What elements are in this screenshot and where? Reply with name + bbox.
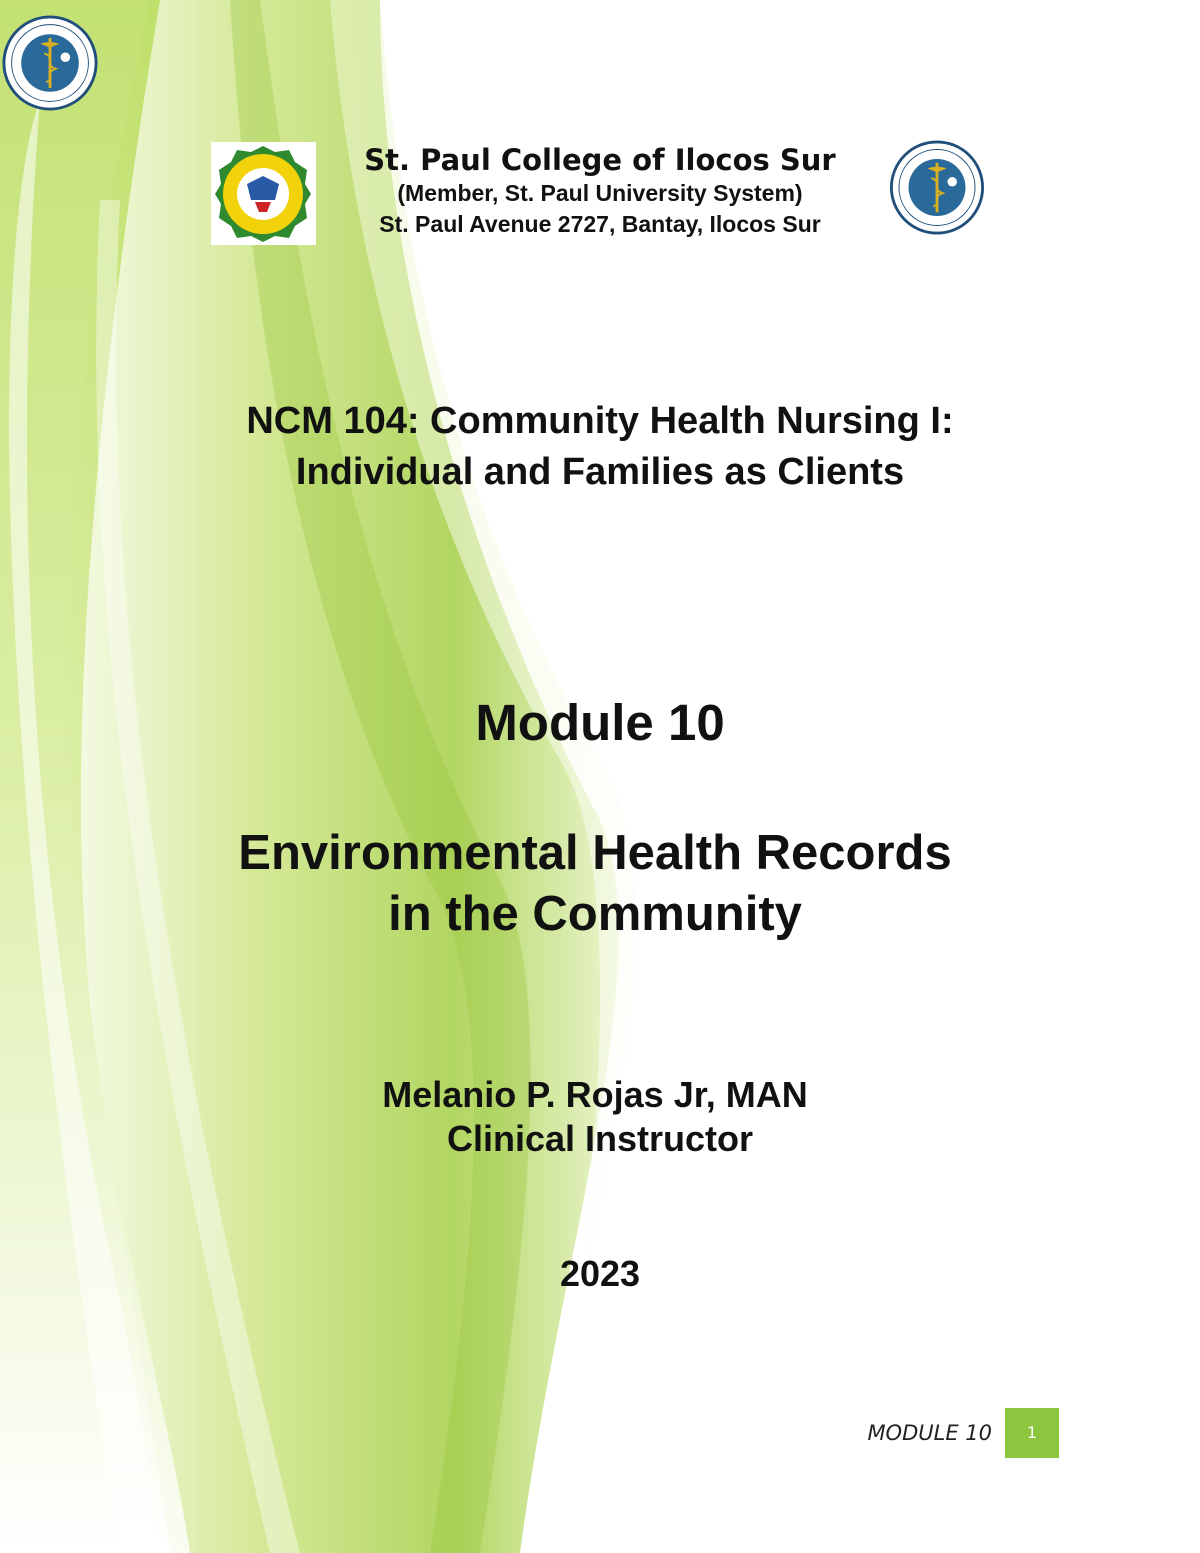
- footer-module-label: MODULE 10: [867, 1421, 992, 1445]
- module-title: [120, 823, 1070, 945]
- course-title-line-2: Individual and Families as Clients: [295, 451, 905, 493]
- author-name: Melanio P. Rojas Jr, MAN: [382, 1074, 808, 1115]
- college-header: [320, 142, 880, 240]
- college-membership: (Member, St. Paul University System): [397, 180, 803, 206]
- module-number: Module 10: [475, 694, 725, 751]
- college-seal: [211, 142, 316, 245]
- nursing-school-seal-right: [889, 140, 985, 235]
- module-title-line-2: in the Community: [388, 887, 802, 941]
- college-address: St. Paul Avenue 2727, Bantay, Ilocos Sur: [379, 211, 821, 237]
- college-name: St. Paul College of Ilocos Sur: [364, 143, 836, 177]
- publication-year: 2023: [559, 1253, 641, 1294]
- nursing-school-seal-top-left: [2, 15, 98, 111]
- course-title-line-1: NCM 104: Community Health Nursing I:: [246, 400, 954, 442]
- page-number-badge: 1: [1005, 1408, 1059, 1458]
- module-title-line-1: Environmental Health Records: [238, 826, 952, 880]
- author-role: Clinical Instructor: [446, 1118, 754, 1159]
- course-title: [150, 396, 1050, 498]
